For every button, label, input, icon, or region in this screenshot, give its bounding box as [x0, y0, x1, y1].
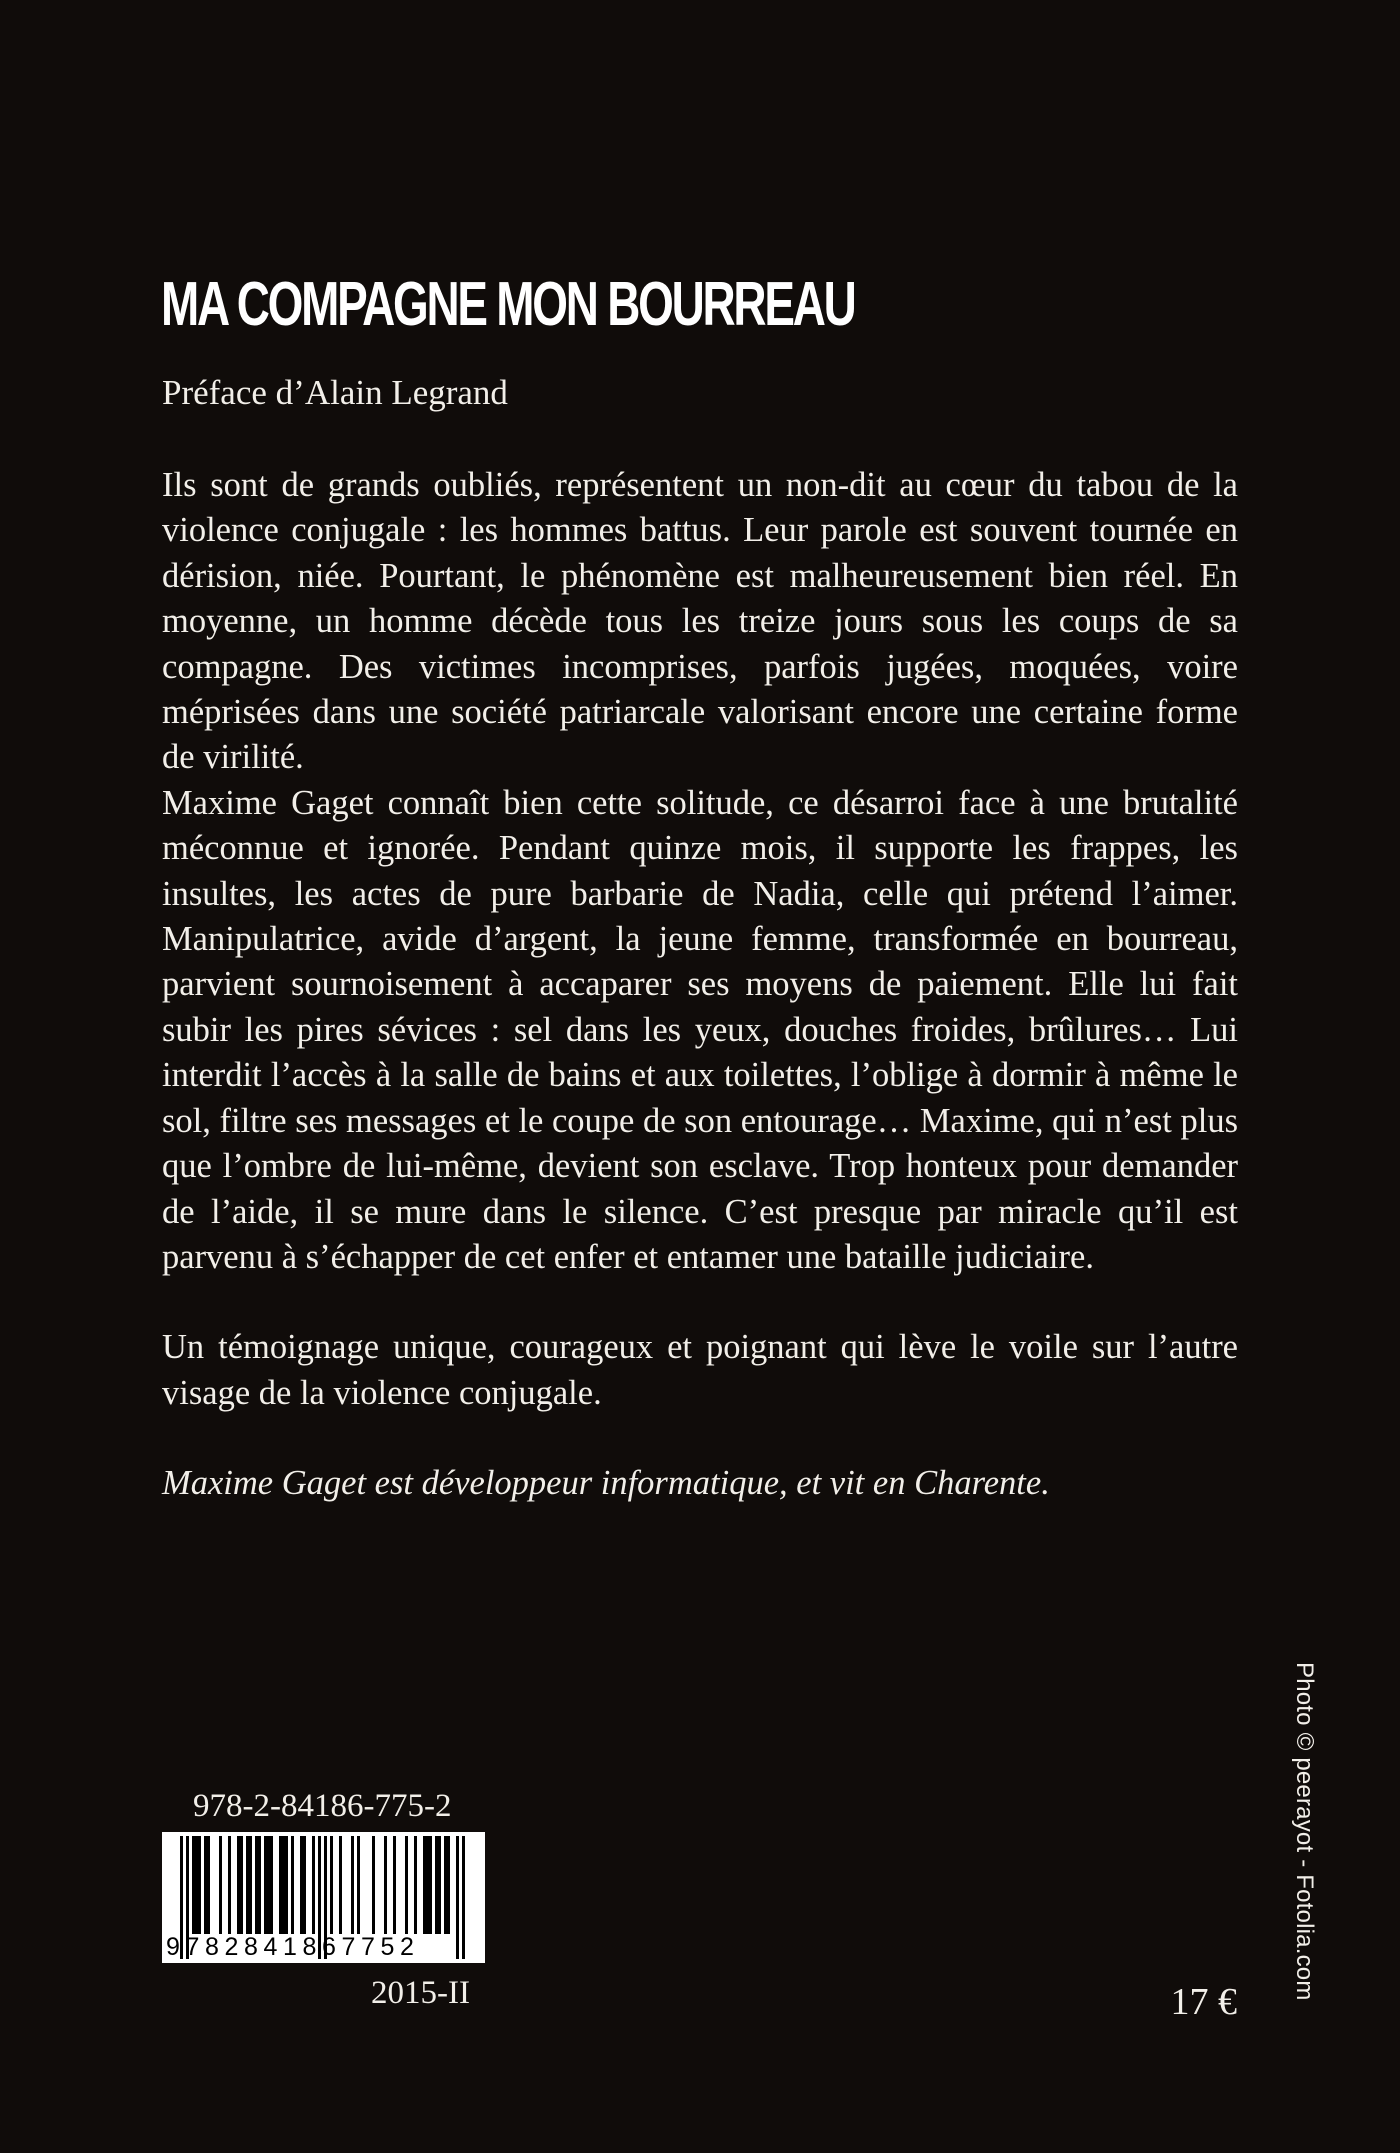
- barcode-bar: [282, 1836, 285, 1934]
- author-note: Maxime Gaget est développeur informatique, et vit en Charente.: [162, 1464, 1050, 1503]
- barcode-bar: [207, 1836, 210, 1934]
- barcode-bar: [249, 1836, 252, 1934]
- barcode-bar: [237, 1836, 240, 1934]
- barcode-digits: 9782841867752: [166, 1933, 420, 1961]
- barcode-bar: [303, 1836, 306, 1934]
- blurb-paragraph-1: Ils sont de grands oubliés, représentent un non-dit au cœur du tabou de la violence conjugale : les hommes battus. Leur parole est souvent tournée en dérision, niée. Pourtant, le phénomène est malheureusement bien réel. En moyenne, un homme décède tous les treize jours sous les coups de sa compagne. Des victimes incomprises, parfois jugées, moquées, voire méprisées dans une société patriarcale valorisant encore une certaine forme de virilité.: [162, 466, 1238, 777]
- blurb: [162, 463, 1238, 1507]
- barcode-bar: [240, 1836, 243, 1934]
- barcode-bar: [246, 1836, 249, 1934]
- barcode-bar: [330, 1836, 333, 1934]
- price: 17 €: [1170, 1981, 1237, 2023]
- book-title: MA COMPAGNE MON BOURREAU: [161, 270, 855, 339]
- barcode-bar: [438, 1836, 441, 1934]
- barcode-bar: [447, 1836, 450, 1934]
- barcode-bar: [270, 1836, 273, 1934]
- barcode-bar: [444, 1836, 447, 1934]
- barcode-bar: [195, 1836, 198, 1934]
- barcode-bar: [312, 1836, 315, 1934]
- barcode: [162, 1832, 485, 1963]
- barcode-bar: [393, 1836, 396, 1934]
- barcode-bar: [384, 1836, 387, 1934]
- barcode-bar: [267, 1836, 270, 1934]
- blurb-closing: Un témoignage unique, courageux et poignant qui lève le voile sur l’autre visage de la violence conjugale.: [162, 1328, 1238, 1412]
- barcode-bar: [198, 1836, 201, 1934]
- barcode-bar: [414, 1836, 417, 1934]
- barcode-bar: [291, 1836, 294, 1934]
- photo-credit: Photo © peerayot - Fotolia.com: [1291, 1662, 1318, 2001]
- barcode-bar: [435, 1836, 438, 1934]
- barcode-bar: [204, 1836, 207, 1934]
- barcode-bar: [426, 1836, 429, 1934]
- barcode-bar: [372, 1836, 375, 1934]
- barcode-bar: [255, 1836, 258, 1934]
- barcode-bar: [429, 1836, 432, 1934]
- barcode-bar: [258, 1836, 261, 1934]
- barcode-bar: [279, 1836, 282, 1934]
- barcode-bar: [351, 1836, 354, 1934]
- barcode-bar: [228, 1836, 231, 1934]
- isbn-number: 978-2-84186-775-2: [193, 1788, 452, 1824]
- barcode-bar: [405, 1836, 408, 1934]
- barcode-bar: [357, 1836, 360, 1934]
- blurb-paragraph-2: Maxime Gaget connaît bien cette solitude, ce désarroi face à une brutalité méconnue et ignorée. Pendant quinze mois, il supporte les frappes, les insultes, les actes de pure barbarie de Nadia, celle qui prétend l’aimer. Manipulatrice, avide d’argent, la jeune femme, transformée en bourreau, parvient sournoisement à accaparer ses moyens de paiement. Elle lui fait subir les pires sévices : sel dans les yeux, douches froides, brûlures… Lui interdit l’accès à la salle de bains et aux toilettes, l’oblige à dormir à même le sol, filtre ses messages et le coupe de son entourage… Maxime, qui n’est plus que l’ombre de lui-même, devient son esclave. Trop honteux pour demander de l’aide, il se mure dans le silence. C’est presque par miracle qu’il est parvenu à s’échapper de cet enfer et entamer une bataille judiciaire.: [162, 783, 1238, 1276]
- barcode-bar: [339, 1836, 342, 1934]
- barcode-bar: [219, 1836, 222, 1934]
- barcode-bar: [300, 1836, 303, 1934]
- barcode-bar: [285, 1836, 288, 1934]
- barcode-bar: [264, 1836, 267, 1934]
- edition-code: 2015-II: [371, 1975, 470, 2011]
- barcode-bar: [192, 1836, 195, 1934]
- barcode-bar: [423, 1836, 426, 1934]
- preface-credit: Préface d’Alain Legrand: [162, 373, 508, 412]
